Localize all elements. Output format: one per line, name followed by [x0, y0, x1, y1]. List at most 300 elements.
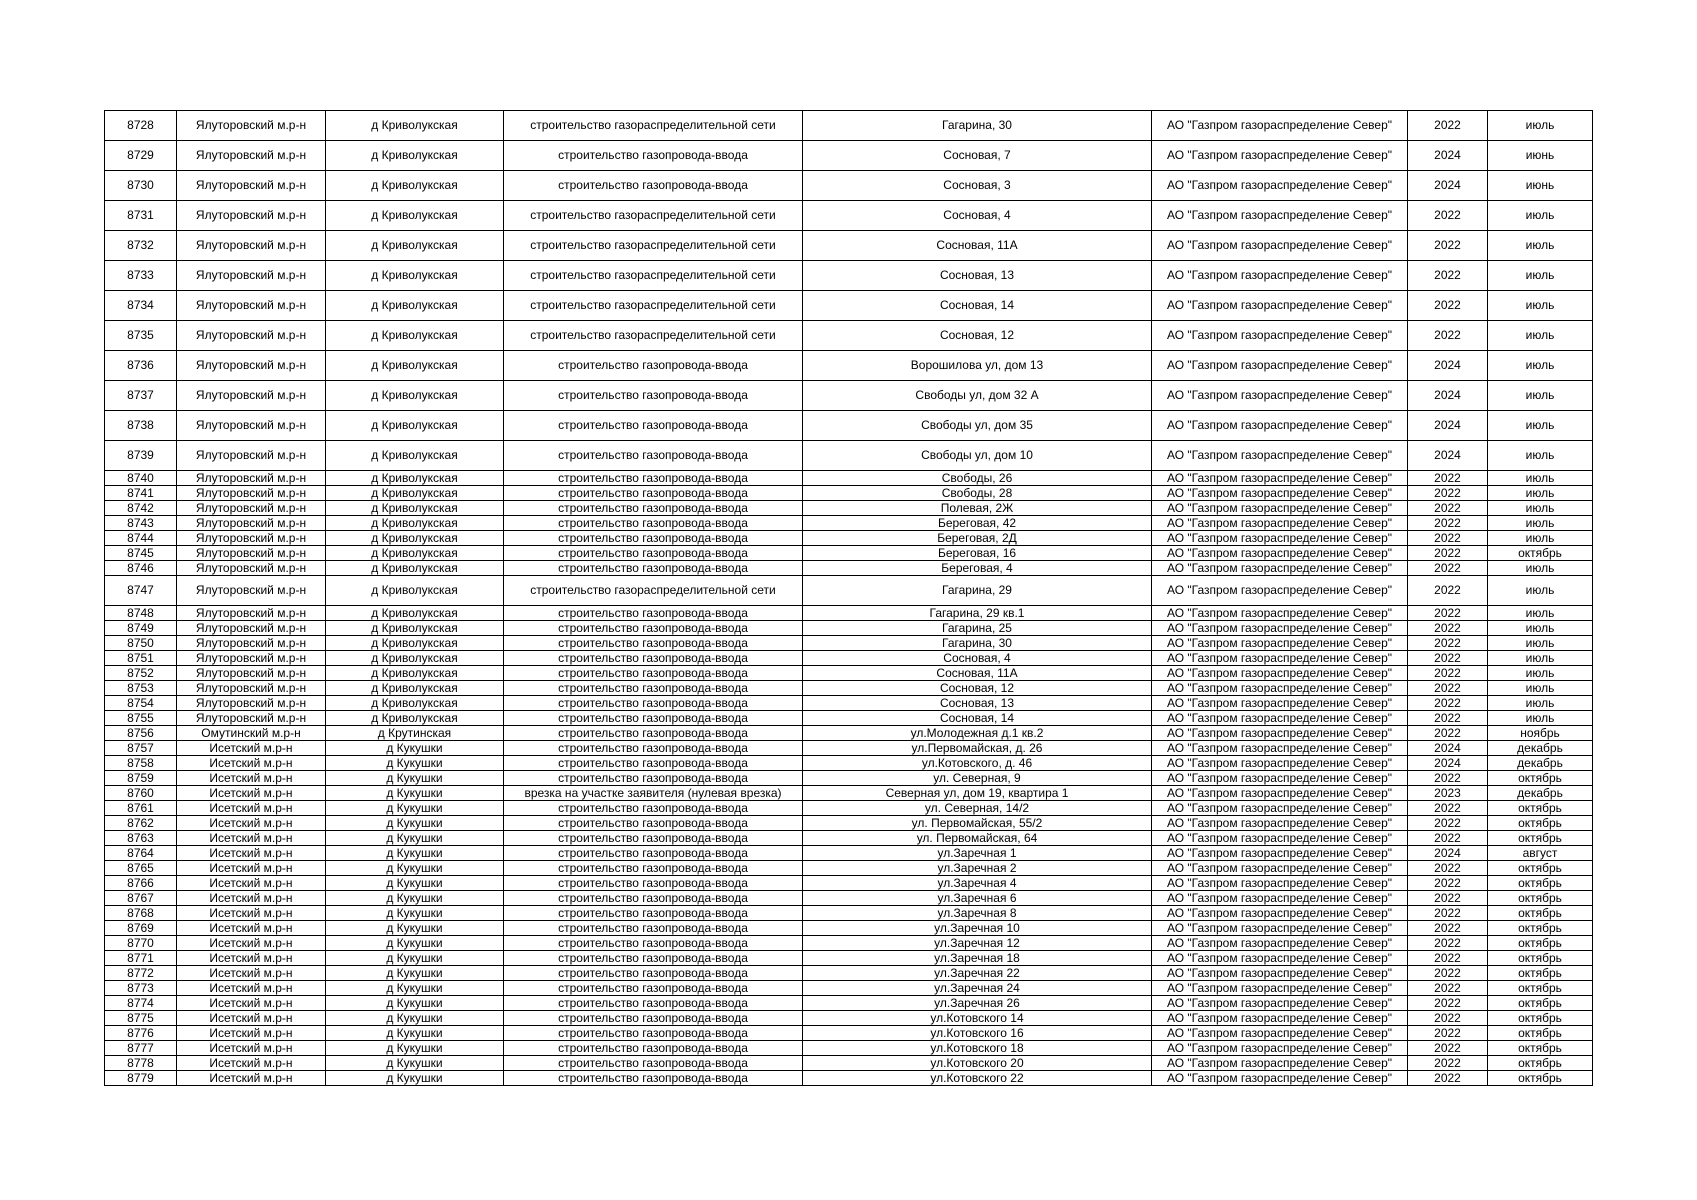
year-cell: 2022: [1408, 1071, 1488, 1086]
work-type-cell: строительство газораспределительной сети: [504, 201, 803, 231]
row-number-cell: 8735: [105, 321, 177, 351]
row-number-cell: 8762: [105, 816, 177, 831]
organization-cell: АО "Газпром газораспределение Север": [1152, 1056, 1408, 1071]
address-cell: Береговая, 16: [803, 546, 1152, 561]
settlement-cell: д Криволукская: [326, 621, 504, 636]
month-cell: октябрь: [1488, 1011, 1593, 1026]
table-body: [105, 111, 1593, 1086]
address-cell: Береговая, 42: [803, 516, 1152, 531]
table-row: [105, 771, 1593, 786]
table-row: [105, 801, 1593, 816]
district-cell: Ялуторовский м.р-н: [177, 561, 326, 576]
work-type-cell: строительство газопровода-ввода: [504, 441, 803, 471]
month-cell: октябрь: [1488, 816, 1593, 831]
district-cell: Ялуторовский м.р-н: [177, 471, 326, 486]
month-cell: ноябрь: [1488, 726, 1593, 741]
organization-cell: АО "Газпром газораспределение Север": [1152, 816, 1408, 831]
district-cell: Ялуторовский м.р-н: [177, 501, 326, 516]
row-number-cell: 8749: [105, 621, 177, 636]
work-type-cell: строительство газопровода-ввода: [504, 921, 803, 936]
settlement-cell: д Криволукская: [326, 696, 504, 711]
organization-cell: АО "Газпром газораспределение Север": [1152, 261, 1408, 291]
organization-cell: АО "Газпром газораспределение Север": [1152, 996, 1408, 1011]
work-type-cell: строительство газопровода-ввода: [504, 966, 803, 981]
organization-cell: АО "Газпром газораспределение Север": [1152, 891, 1408, 906]
address-cell: Гагарина, 30: [803, 111, 1152, 141]
row-number-cell: 8747: [105, 576, 177, 606]
address-cell: Сосновая, 12: [803, 321, 1152, 351]
address-cell: ул. Северная, 9: [803, 771, 1152, 786]
work-type-cell: строительство газопровода-ввода: [504, 351, 803, 381]
district-cell: Ялуторовский м.р-н: [177, 141, 326, 171]
settlement-cell: д Криволукская: [326, 576, 504, 606]
row-number-cell: 8751: [105, 651, 177, 666]
district-cell: Ялуторовский м.р-н: [177, 636, 326, 651]
work-type-cell: строительство газопровода-ввода: [504, 636, 803, 651]
year-cell: 2023: [1408, 786, 1488, 801]
address-cell: Сосновая, 4: [803, 201, 1152, 231]
year-cell: 2022: [1408, 111, 1488, 141]
district-cell: Исетский м.р-н: [177, 771, 326, 786]
row-number-cell: 8734: [105, 291, 177, 321]
table-row: [105, 846, 1593, 861]
address-cell: ул.Заречная 1: [803, 846, 1152, 861]
month-cell: июль: [1488, 621, 1593, 636]
address-cell: Сосновая, 3: [803, 171, 1152, 201]
address-cell: Береговая, 4: [803, 561, 1152, 576]
table-row: [105, 381, 1593, 411]
table-row: [105, 831, 1593, 846]
address-cell: Сосновая, 4: [803, 651, 1152, 666]
settlement-cell: д Кукушки: [326, 996, 504, 1011]
district-cell: Исетский м.р-н: [177, 1056, 326, 1071]
district-cell: Исетский м.р-н: [177, 981, 326, 996]
month-cell: октябрь: [1488, 891, 1593, 906]
month-cell: июль: [1488, 411, 1593, 441]
row-number-cell: 8772: [105, 966, 177, 981]
settlement-cell: д Кукушки: [326, 966, 504, 981]
organization-cell: АО "Газпром газораспределение Север": [1152, 711, 1408, 726]
settlement-cell: д Кукушки: [326, 1071, 504, 1086]
year-cell: 2022: [1408, 996, 1488, 1011]
settlement-cell: д Кукушки: [326, 741, 504, 756]
month-cell: июль: [1488, 711, 1593, 726]
gas-connection-table: [104, 110, 1593, 1086]
table-row: [105, 696, 1593, 711]
district-cell: Ялуторовский м.р-н: [177, 411, 326, 441]
work-type-cell: строительство газопровода-ввода: [504, 906, 803, 921]
address-cell: Гагарина, 29: [803, 576, 1152, 606]
address-cell: Полевая, 2Ж: [803, 501, 1152, 516]
table-row: [105, 516, 1593, 531]
row-number-cell: 8773: [105, 981, 177, 996]
year-cell: 2024: [1408, 381, 1488, 411]
row-number-cell: 8754: [105, 696, 177, 711]
year-cell: 2022: [1408, 981, 1488, 996]
address-cell: ул. Первомайская, 55/2: [803, 816, 1152, 831]
organization-cell: АО "Газпром газораспределение Север": [1152, 351, 1408, 381]
row-number-cell: 8779: [105, 1071, 177, 1086]
table-row: [105, 951, 1593, 966]
address-cell: Сосновая, 11А: [803, 231, 1152, 261]
district-cell: Ялуторовский м.р-н: [177, 651, 326, 666]
table-row: [105, 231, 1593, 261]
month-cell: июль: [1488, 441, 1593, 471]
address-cell: Ворошилова ул, дом 13: [803, 351, 1152, 381]
row-number-cell: 8763: [105, 831, 177, 846]
district-cell: Исетский м.р-н: [177, 861, 326, 876]
table-row: [105, 756, 1593, 771]
work-type-cell: строительство газопровода-ввода: [504, 756, 803, 771]
year-cell: 2022: [1408, 771, 1488, 786]
row-number-cell: 8764: [105, 846, 177, 861]
year-cell: 2022: [1408, 321, 1488, 351]
district-cell: Ялуторовский м.р-н: [177, 531, 326, 546]
settlement-cell: д Криволукская: [326, 666, 504, 681]
work-type-cell: строительство газопровода-ввода: [504, 666, 803, 681]
work-type-cell: строительство газопровода-ввода: [504, 771, 803, 786]
work-type-cell: строительство газораспределительной сети: [504, 231, 803, 261]
year-cell: 2022: [1408, 831, 1488, 846]
organization-cell: АО "Газпром газораспределение Север": [1152, 576, 1408, 606]
work-type-cell: строительство газопровода-ввода: [504, 1011, 803, 1026]
year-cell: 2022: [1408, 576, 1488, 606]
year-cell: 2022: [1408, 681, 1488, 696]
work-type-cell: строительство газораспределительной сети: [504, 111, 803, 141]
month-cell: июль: [1488, 351, 1593, 381]
month-cell: октябрь: [1488, 831, 1593, 846]
year-cell: 2024: [1408, 351, 1488, 381]
district-cell: Ялуторовский м.р-н: [177, 381, 326, 411]
row-number-cell: 8778: [105, 1056, 177, 1071]
organization-cell: АО "Газпром газораспределение Север": [1152, 441, 1408, 471]
year-cell: 2022: [1408, 696, 1488, 711]
district-cell: Ялуторовский м.р-н: [177, 621, 326, 636]
month-cell: июль: [1488, 531, 1593, 546]
table-row: [105, 111, 1593, 141]
settlement-cell: д Криволукская: [326, 291, 504, 321]
settlement-cell: д Криволукская: [326, 171, 504, 201]
address-cell: Свободы, 26: [803, 471, 1152, 486]
work-type-cell: строительство газопровода-ввода: [504, 1026, 803, 1041]
address-cell: ул.Заречная 18: [803, 951, 1152, 966]
table-row: [105, 741, 1593, 756]
row-number-cell: 8730: [105, 171, 177, 201]
month-cell: октябрь: [1488, 996, 1593, 1011]
organization-cell: АО "Газпром газораспределение Север": [1152, 1011, 1408, 1026]
year-cell: 2022: [1408, 471, 1488, 486]
month-cell: июль: [1488, 231, 1593, 261]
year-cell: 2024: [1408, 171, 1488, 201]
table-row: [105, 1026, 1593, 1041]
table-row: [105, 486, 1593, 501]
year-cell: 2022: [1408, 606, 1488, 621]
organization-cell: АО "Газпром газораспределение Север": [1152, 966, 1408, 981]
row-number-cell: 8765: [105, 861, 177, 876]
row-number-cell: 8771: [105, 951, 177, 966]
work-type-cell: строительство газопровода-ввода: [504, 486, 803, 501]
month-cell: октябрь: [1488, 921, 1593, 936]
district-cell: Ялуторовский м.р-н: [177, 711, 326, 726]
work-type-cell: строительство газопровода-ввода: [504, 981, 803, 996]
month-cell: август: [1488, 846, 1593, 861]
district-cell: Ялуторовский м.р-н: [177, 696, 326, 711]
settlement-cell: д Криволукская: [326, 201, 504, 231]
year-cell: 2022: [1408, 501, 1488, 516]
month-cell: июль: [1488, 471, 1593, 486]
address-cell: ул. Северная, 14/2: [803, 801, 1152, 816]
year-cell: 2022: [1408, 531, 1488, 546]
row-number-cell: 8748: [105, 606, 177, 621]
work-type-cell: строительство газопровода-ввода: [504, 1041, 803, 1056]
organization-cell: АО "Газпром газораспределение Север": [1152, 906, 1408, 921]
row-number-cell: 8752: [105, 666, 177, 681]
table-row: [105, 936, 1593, 951]
district-cell: Омутинский м.р-н: [177, 726, 326, 741]
row-number-cell: 8737: [105, 381, 177, 411]
organization-cell: АО "Газпром газораспределение Север": [1152, 876, 1408, 891]
settlement-cell: д Криволукская: [326, 411, 504, 441]
row-number-cell: 8774: [105, 996, 177, 1011]
work-type-cell: строительство газопровода-ввода: [504, 726, 803, 741]
district-cell: Исетский м.р-н: [177, 966, 326, 981]
organization-cell: АО "Газпром газораспределение Север": [1152, 1041, 1408, 1056]
organization-cell: АО "Газпром газораспределение Север": [1152, 546, 1408, 561]
year-cell: 2022: [1408, 921, 1488, 936]
organization-cell: АО "Газпром газораспределение Север": [1152, 201, 1408, 231]
year-cell: 2024: [1408, 141, 1488, 171]
settlement-cell: д Криволукская: [326, 561, 504, 576]
district-cell: Исетский м.р-н: [177, 906, 326, 921]
organization-cell: АО "Газпром газораспределение Север": [1152, 471, 1408, 486]
district-cell: Ялуторовский м.р-н: [177, 351, 326, 381]
address-cell: ул.Первомайская, д. 26: [803, 741, 1152, 756]
year-cell: 2022: [1408, 801, 1488, 816]
row-number-cell: 8739: [105, 441, 177, 471]
table-row: [105, 441, 1593, 471]
work-type-cell: строительство газопровода-ввода: [504, 1071, 803, 1086]
table-row: [105, 141, 1593, 171]
organization-cell: АО "Газпром газораспределение Север": [1152, 771, 1408, 786]
settlement-cell: д Криволукская: [326, 711, 504, 726]
month-cell: июль: [1488, 486, 1593, 501]
month-cell: октябрь: [1488, 801, 1593, 816]
row-number-cell: 8750: [105, 636, 177, 651]
year-cell: 2022: [1408, 966, 1488, 981]
work-type-cell: строительство газопровода-ввода: [504, 501, 803, 516]
organization-cell: АО "Газпром газораспределение Север": [1152, 921, 1408, 936]
district-cell: Исетский м.р-н: [177, 816, 326, 831]
table-row: [105, 351, 1593, 381]
month-cell: июль: [1488, 261, 1593, 291]
table-row: [105, 606, 1593, 621]
row-number-cell: 8775: [105, 1011, 177, 1026]
settlement-cell: д Кукушки: [326, 1026, 504, 1041]
settlement-cell: д Криволукская: [326, 501, 504, 516]
table-row: [105, 876, 1593, 891]
year-cell: 2022: [1408, 201, 1488, 231]
year-cell: 2022: [1408, 936, 1488, 951]
settlement-cell: д Кукушки: [326, 951, 504, 966]
settlement-cell: д Кукушки: [326, 846, 504, 861]
address-cell: Береговая, 2Д: [803, 531, 1152, 546]
month-cell: октябрь: [1488, 1026, 1593, 1041]
table-row: [105, 681, 1593, 696]
district-cell: Исетский м.р-н: [177, 756, 326, 771]
address-cell: Северная ул, дом 19, квартира 1: [803, 786, 1152, 801]
row-number-cell: 8756: [105, 726, 177, 741]
district-cell: Ялуторовский м.р-н: [177, 171, 326, 201]
month-cell: октябрь: [1488, 1041, 1593, 1056]
organization-cell: АО "Газпром газораспределение Север": [1152, 516, 1408, 531]
address-cell: Свободы ул, дом 35: [803, 411, 1152, 441]
organization-cell: АО "Газпром газораспределение Север": [1152, 831, 1408, 846]
settlement-cell: д Криволукская: [326, 531, 504, 546]
table-row: [105, 891, 1593, 906]
settlement-cell: д Кукушки: [326, 801, 504, 816]
year-cell: 2022: [1408, 951, 1488, 966]
work-type-cell: строительство газораспределительной сети: [504, 321, 803, 351]
table-row: [105, 906, 1593, 921]
work-type-cell: строительство газопровода-ввода: [504, 996, 803, 1011]
district-cell: Ялуторовский м.р-н: [177, 201, 326, 231]
settlement-cell: д Криволукская: [326, 231, 504, 261]
table-row: [105, 411, 1593, 441]
district-cell: Исетский м.р-н: [177, 951, 326, 966]
month-cell: июль: [1488, 651, 1593, 666]
settlement-cell: д Криволукская: [326, 111, 504, 141]
month-cell: октябрь: [1488, 771, 1593, 786]
district-cell: Исетский м.р-н: [177, 921, 326, 936]
district-cell: Исетский м.р-н: [177, 936, 326, 951]
month-cell: июль: [1488, 576, 1593, 606]
row-number-cell: 8767: [105, 891, 177, 906]
district-cell: Исетский м.р-н: [177, 801, 326, 816]
organization-cell: АО "Газпром газораспределение Север": [1152, 681, 1408, 696]
year-cell: 2024: [1408, 441, 1488, 471]
district-cell: Ялуторовский м.р-н: [177, 291, 326, 321]
month-cell: июль: [1488, 321, 1593, 351]
address-cell: ул.Заречная 10: [803, 921, 1152, 936]
district-cell: Исетский м.р-н: [177, 1041, 326, 1056]
table-row: [105, 861, 1593, 876]
settlement-cell: д Кукушки: [326, 921, 504, 936]
settlement-cell: д Кукушки: [326, 1041, 504, 1056]
row-number-cell: 8732: [105, 231, 177, 261]
month-cell: октябрь: [1488, 951, 1593, 966]
work-type-cell: строительство газораспределительной сети: [504, 576, 803, 606]
table-row: [105, 1041, 1593, 1056]
row-number-cell: 8729: [105, 141, 177, 171]
year-cell: 2022: [1408, 711, 1488, 726]
row-number-cell: 8746: [105, 561, 177, 576]
address-cell: Гагарина, 25: [803, 621, 1152, 636]
organization-cell: АО "Газпром газораспределение Север": [1152, 666, 1408, 681]
address-cell: ул.Котовского 22: [803, 1071, 1152, 1086]
settlement-cell: д Кукушки: [326, 771, 504, 786]
district-cell: Ялуторовский м.р-н: [177, 546, 326, 561]
address-cell: ул.Котовского 14: [803, 1011, 1152, 1026]
table-row: [105, 561, 1593, 576]
work-type-cell: строительство газопровода-ввода: [504, 846, 803, 861]
settlement-cell: д Криволукская: [326, 681, 504, 696]
district-cell: Исетский м.р-н: [177, 786, 326, 801]
district-cell: Исетский м.р-н: [177, 1011, 326, 1026]
row-number-cell: 8745: [105, 546, 177, 561]
table-row: [105, 201, 1593, 231]
work-type-cell: строительство газопровода-ввода: [504, 561, 803, 576]
organization-cell: АО "Газпром газораспределение Север": [1152, 561, 1408, 576]
month-cell: декабрь: [1488, 786, 1593, 801]
address-cell: Сосновая, 13: [803, 696, 1152, 711]
organization-cell: АО "Газпром газораспределение Север": [1152, 936, 1408, 951]
district-cell: Ялуторовский м.р-н: [177, 486, 326, 501]
organization-cell: АО "Газпром газораспределение Север": [1152, 651, 1408, 666]
year-cell: 2022: [1408, 561, 1488, 576]
organization-cell: АО "Газпром газораспределение Север": [1152, 1071, 1408, 1086]
address-cell: Сосновая, 14: [803, 291, 1152, 321]
month-cell: октябрь: [1488, 906, 1593, 921]
work-type-cell: строительство газопровода-ввода: [504, 861, 803, 876]
month-cell: октябрь: [1488, 966, 1593, 981]
month-cell: июль: [1488, 666, 1593, 681]
table-row: [105, 576, 1593, 606]
work-type-cell: строительство газопровода-ввода: [504, 891, 803, 906]
settlement-cell: д Кукушки: [326, 756, 504, 771]
settlement-cell: д Криволукская: [326, 606, 504, 621]
month-cell: июль: [1488, 681, 1593, 696]
address-cell: ул.Заречная 12: [803, 936, 1152, 951]
table-row: [105, 531, 1593, 546]
work-type-cell: строительство газопровода-ввода: [504, 141, 803, 171]
month-cell: октябрь: [1488, 876, 1593, 891]
year-cell: 2022: [1408, 666, 1488, 681]
work-type-cell: строительство газопровода-ввода: [504, 606, 803, 621]
table-row: [105, 171, 1593, 201]
settlement-cell: д Кукушки: [326, 816, 504, 831]
address-cell: ул.Котовского, д. 46: [803, 756, 1152, 771]
address-cell: ул.Котовского 18: [803, 1041, 1152, 1056]
district-cell: Ялуторовский м.р-н: [177, 666, 326, 681]
table-row: [105, 321, 1593, 351]
work-type-cell: строительство газопровода-ввода: [504, 411, 803, 441]
organization-cell: АО "Газпром газораспределение Север": [1152, 321, 1408, 351]
organization-cell: АО "Газпром газораспределение Север": [1152, 531, 1408, 546]
row-number-cell: 8753: [105, 681, 177, 696]
organization-cell: АО "Газпром газораспределение Север": [1152, 786, 1408, 801]
month-cell: июль: [1488, 201, 1593, 231]
year-cell: 2022: [1408, 231, 1488, 261]
district-cell: Ялуторовский м.р-н: [177, 261, 326, 291]
settlement-cell: д Кукушки: [326, 876, 504, 891]
work-type-cell: строительство газопровода-ввода: [504, 381, 803, 411]
settlement-cell: д Криволукская: [326, 636, 504, 651]
district-cell: Ялуторовский м.р-н: [177, 441, 326, 471]
work-type-cell: строительство газопровода-ввода: [504, 951, 803, 966]
table-row: [105, 291, 1593, 321]
organization-cell: АО "Газпром газораспределение Север": [1152, 756, 1408, 771]
year-cell: 2024: [1408, 756, 1488, 771]
row-number-cell: 8777: [105, 1041, 177, 1056]
settlement-cell: д Криволукская: [326, 486, 504, 501]
row-number-cell: 8741: [105, 486, 177, 501]
table-row: [105, 1011, 1593, 1026]
table-row: [105, 1071, 1593, 1086]
year-cell: 2022: [1408, 636, 1488, 651]
settlement-cell: д Криволукская: [326, 351, 504, 381]
address-cell: Сосновая, 11А: [803, 666, 1152, 681]
month-cell: июль: [1488, 636, 1593, 651]
